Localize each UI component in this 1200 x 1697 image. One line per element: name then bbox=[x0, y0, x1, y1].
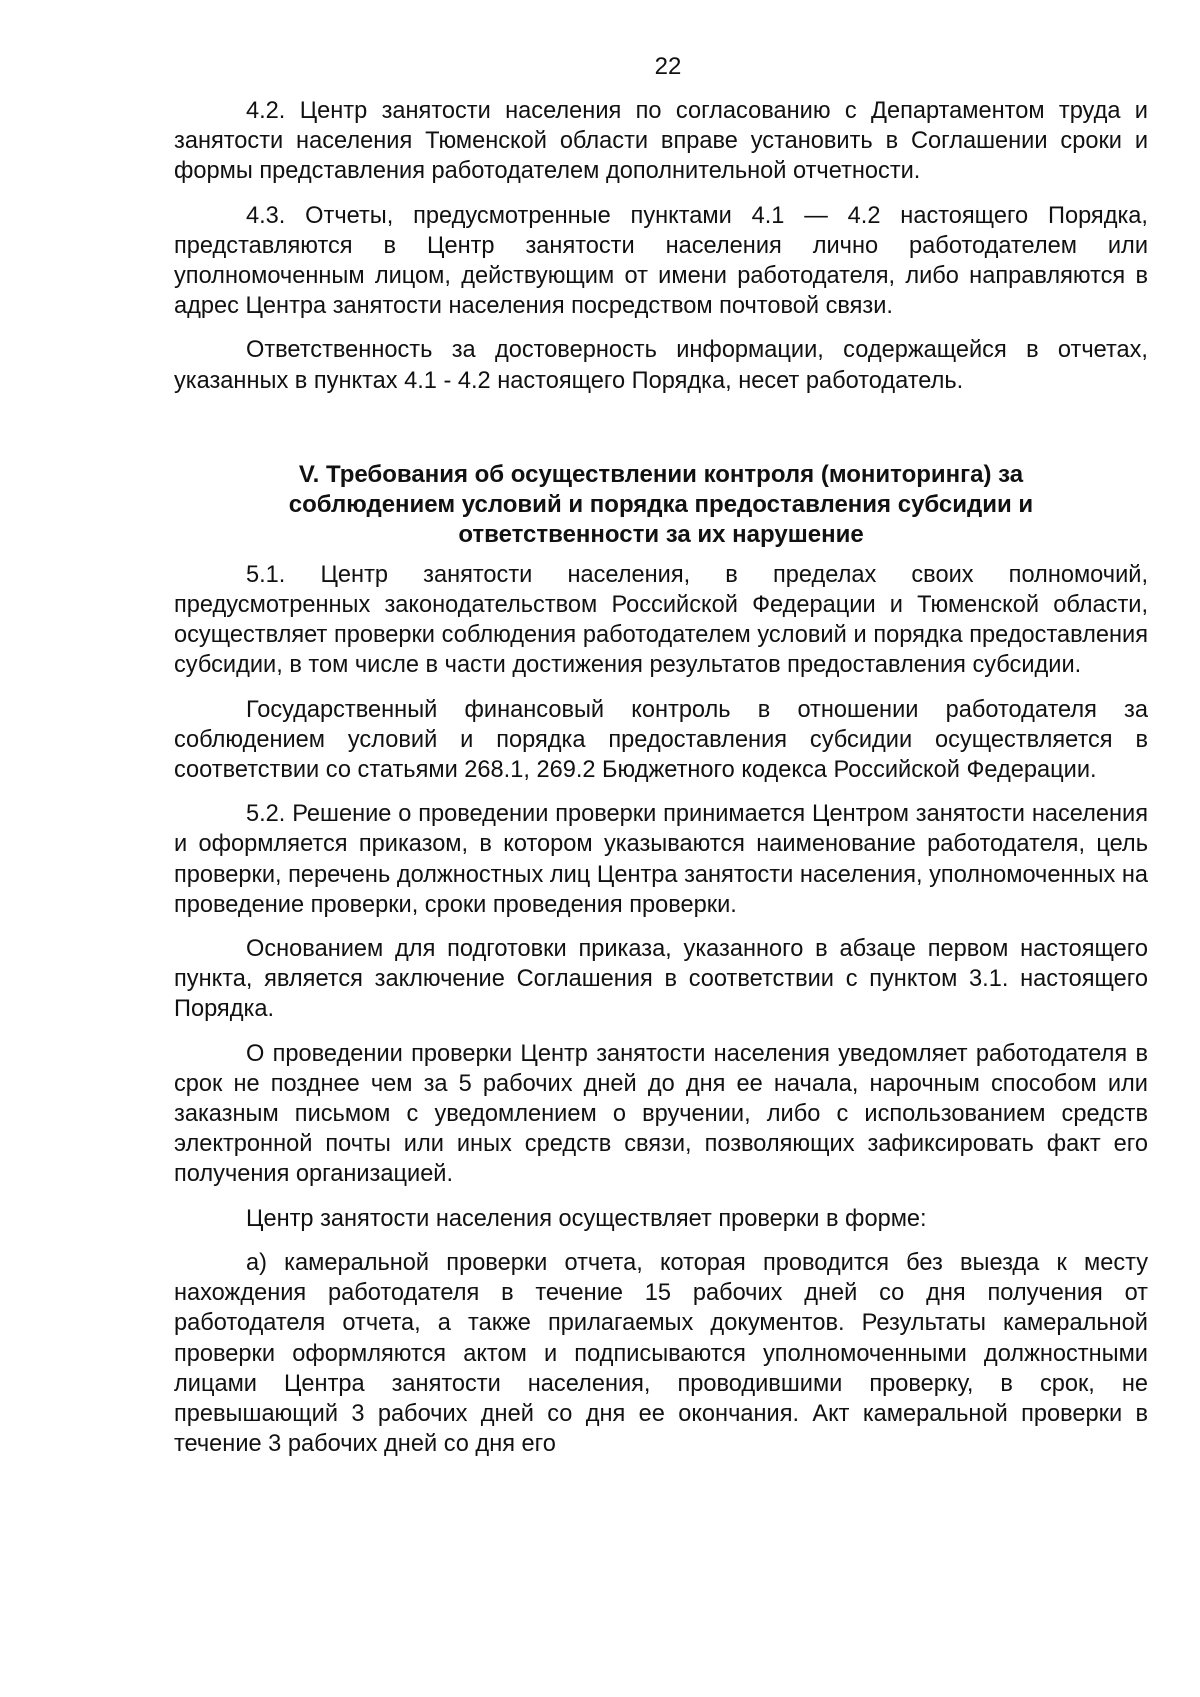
paragraph-financial-control: Государственный финансовый контроль в отношении работодателя за соблюдением условий и порядка предоставления субсидии осуществляется в соответствии со статьями 268.1, 269.2 Бюджетного кодекса Российской Федерации. bbox=[174, 696, 1148, 784]
paragraph-responsibility: Ответственность за достоверность информации, содержащейся в отчетах, указанных в пунктах 4.1 - 4.2 настоящего Порядка, несет работодатель. bbox=[174, 337, 1148, 394]
paragraph-4-3: 4.3. Отчеты, предусмотренные пунктами 4.1 — 4.2 настоящего Порядка, представляются в Центр занятости населения лично работодателем или уполномоченным лицом, действующим от имени работодателя, либо направляются в адрес Центра занятости населения посредством почтовой связи. bbox=[174, 202, 1148, 320]
section-spacer bbox=[174, 410, 1148, 460]
paragraph-check-forms: Центр занятости населения осуществляет проверки в форме: bbox=[246, 1205, 927, 1232]
paragraph-4-2: 4.2. Центр занятости населения по согласованию с Департаментом труда и занятости населения Тюменской области вправе установить в Соглашении сроки и формы представления работодателем дополнительной отчетности. bbox=[174, 98, 1148, 185]
paragraph-notification: О проведении проверки Центр занятости населения уведомляет работодателя в срок не позднее чем за 5 рабочих дней до дня ее начала, нарочным способом или заказным письмом с уведомлением о вручении, либо с использованием средств электронной почты или иных средств связи, позволяющих зафиксировать факт его получения организацией. bbox=[174, 1040, 1148, 1188]
section-heading-v: V. Требования об осуществлении контроля (мониторинга) за соблюдением условий и порядка предоставления субсидии и ответственности за их нарушение bbox=[288, 460, 1034, 548]
paragraph-desk-audit: а) камеральной проверки отчета, которая проводится без выезда к месту нахождения работодателя в течение 15 рабочих дней со дня получения от работодателя отчета, а также прилагаемых документов. Результаты камеральной проверки оформляются актом и подписываются уполномоченными должностными лицами Центра занятости населения, проводившими проверку, в срок, не превышающий 3 рабочих дней со дня ее окончания. Акт камеральной проверки в течение 3 рабочих дней со дня его bbox=[174, 1249, 1148, 1458]
paragraph-5-2: 5.2. Решение о проведении проверки принимается Центром занятости населения и оформляется приказом, в котором указываются наименование работодателя, цель проверки, перечень должностных лиц Центра занятости населения, уполномоченных на проведение проверки, сроки проведения проверки. bbox=[174, 801, 1148, 918]
paragraph-order-basis: Основанием для подготовки приказа, указанного в абзаце первом настоящего пункта, является заключение Соглашения в соответствии с пунктом 3.1. настоящего Порядка. bbox=[174, 936, 1148, 1023]
page-number: 22 bbox=[654, 53, 682, 80]
paragraph-5-1: 5.1. Центр занятости населения, в пределах своих полномочий, предусмотренных законодательством Российской Федерации и Тюменской области, осуществляет проверки соблюдения работодателем условий и порядка предоставления субсидии, в том числе в части достижения результатов предоставления субсидии. bbox=[174, 561, 1148, 679]
document-page bbox=[174, 52, 1148, 1473]
